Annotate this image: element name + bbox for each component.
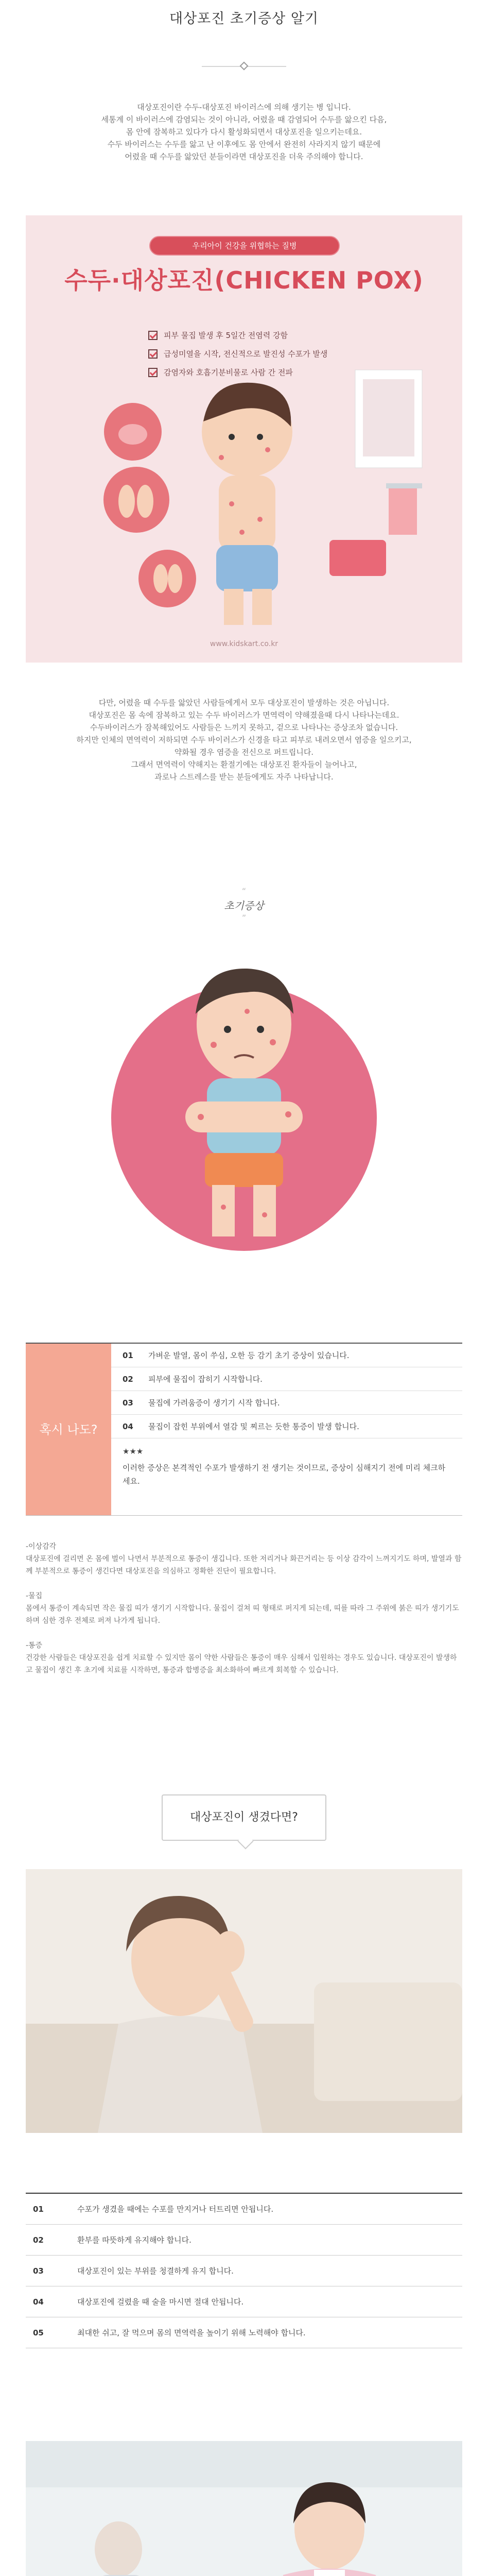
list-item <box>26 2286 462 2317</box>
intro-line: 세통계 이 바이러스에 감염되는 것이 아니라, 어렸을 때 감염되어 수두를 앓으킨 다음, <box>101 115 387 124</box>
list-item <box>26 2194 462 2225</box>
section-heading: 초기증상 <box>224 900 264 912</box>
item-number: 04 <box>33 2297 44 2307</box>
paragraph-line: 그래서 면역력이 약해지는 환절기에는 대상포진 환자들이 늘어나고, <box>131 760 357 769</box>
row-number: 01 <box>123 1350 133 1360</box>
item-number: 05 <box>33 2328 44 2337</box>
poster-url: www.kidskart.co.kr <box>210 640 278 648</box>
item-text: 환부를 따뜻하게 유지해야 합니다. <box>77 2235 191 2245</box>
chicken-pox-poster <box>26 215 462 663</box>
speech-bubble: 대상포진이 생겼다면? <box>162 1794 326 1841</box>
item-text: 대상포진에 걸렸을 때 술을 마시면 절대 안됩니다. <box>77 2297 244 2307</box>
symptom-table <box>26 1343 462 1516</box>
row-number: 02 <box>123 1374 133 1384</box>
check-label: 감염자와 호흡기분비물로 사람 간 전파 <box>164 368 293 377</box>
poster-illustration <box>26 215 462 663</box>
row-number: 03 <box>123 1398 133 1408</box>
item-text: 대상포진이 있는 부위를 청결하게 유지 합니다. <box>77 2266 234 2276</box>
list-item <box>26 2317 462 2348</box>
intro-text <box>0 101 488 163</box>
table-row <box>111 1415 462 1438</box>
paragraph-line: 약화될 경우 염증을 전신으로 퍼트립니다. <box>174 748 314 757</box>
row-text: 피부에 물집이 잡히기 시작합니다. <box>148 1375 263 1384</box>
paragraph-line: 과로나 스트레스를 받는 분들에게도 자주 나타납니다. <box>154 772 334 782</box>
poster-tag: 우리아이 건강을 위협하는 질병 <box>149 236 340 256</box>
check-label: 피부 물집 발생 후 5일간 전염력 강함 <box>164 331 288 340</box>
symptom-note: 이러한 증상은 본격적인 수포가 발생하기 전 생기는 것이므로, 증상이 심해지기 전에 미리 체크하세요. <box>123 1463 446 1486</box>
table-row <box>111 1344 462 1367</box>
item-text: 최대한 쉬고, 잘 먹으며 몸의 면역력을 높이기 위해 노력해야 합니다. <box>77 2328 306 2337</box>
item-number: 02 <box>33 2235 44 2245</box>
body-paragraph <box>0 697 488 783</box>
photo-woman-headache <box>26 1869 462 2133</box>
page-title: 대상포진 초기증상 알기 <box>169 11 319 27</box>
paragraph-line: 수두바이러스가 잠복해있어도 사람들은 느끼지 못하고, 겉으로 나타나는 증상조차 없습니다. <box>90 723 398 732</box>
star-rating: ★★★ <box>123 1447 144 1456</box>
note-paragraph: -물집 몸에서 통증이 계속되면 작은 물집 띠가 생기기 시작합니다. 물집이 걸쳐 띠 형태로 퍼지게 되는데, 띠를 따라 그 주위에 붉은 띠가 생기기도 하며 심한 경우 전체로 퍼져 나가게 됩니다. <box>26 1592 459 1625</box>
symptom-notes <box>26 1540 462 1689</box>
sick-kid-illustration <box>93 952 395 1251</box>
table-row <box>111 1367 462 1391</box>
intro-line: 대상포진이란 수두-대상포진 바이러스에 의해 생기는 병 입니다. <box>137 103 351 112</box>
item-number: 03 <box>33 2266 44 2276</box>
divider-diamond <box>240 62 249 71</box>
quote-open: “ <box>241 886 247 896</box>
paragraph-line: 다만, 어렸을 때 수두를 앓았던 사람들에게서 모두 대상포진이 발생하는 것은 아닙니다. <box>98 698 390 707</box>
intro-line: 몸 안에 잠복하고 있다가 다시 활성화되면서 대상포진을 일으키는데요. <box>126 127 362 137</box>
list-item <box>26 2256 462 2286</box>
row-text: 물집에 가려움증이 생기기 시작 합니다. <box>148 1398 280 1408</box>
intro-line: 어렸을 때 수두를 앓았던 분들이라면 대상포진을 더욱 주의해야 합니다. <box>125 152 363 161</box>
list-item <box>26 2225 462 2256</box>
quote-close: ” <box>241 913 247 923</box>
poster-heading: 수두·대상포진(CHICKEN POX) <box>64 266 424 294</box>
note-paragraph: -통증 건강한 사람들은 대상포진을 쉽게 치료할 수 있지만 몸이 약한 사람들은 통증이 매우 심해서 입원하는 경우도 있습니다. 대상포진이 발생하고 물집이 생긴 후 초기에 치료를 시작하면, 통증과 합병증을 최소화하여 빠르게 회복할 수 있습니다. <box>26 1641 457 1674</box>
symptom-side-label: 혹시 나도? <box>26 1344 111 1515</box>
row-text: 물집이 잡힌 부위에서 열감 및 찌르는 듯한 통증이 발생 합니다. <box>148 1422 359 1431</box>
item-number: 01 <box>33 2204 44 2214</box>
table-row <box>111 1391 462 1415</box>
item-text: 수포가 생겼을 때에는 수포를 만지거나 터트리면 안됩니다. <box>77 2205 274 2214</box>
photo-nurse-hospital <box>26 2441 462 2576</box>
check-label: 급성미열을 시작, 전신적으로 발진성 수포가 발생 <box>164 349 328 359</box>
row-text: 가벼운 발열, 몸이 쑤심, 오한 등 감기 초기 증상이 있습니다. <box>148 1351 350 1360</box>
care-list <box>26 2193 462 2348</box>
paragraph-line: 대상포진은 몸 속에 잠복하고 있는 수두 바이러스가 면역력이 약해졌을때 다시 나타나는데요. <box>89 710 399 720</box>
row-number: 04 <box>123 1421 133 1431</box>
paragraph-line: 하지만 인체의 면역력이 저하되면 수두 바이러스가 신경을 타고 피부로 내려오면서 염증을 일으키고, <box>76 735 412 744</box>
intro-line: 수두 바이러스는 수두를 앓고 난 이후에도 몸 안에서 완전히 사라지지 않기 때문에 <box>107 140 381 149</box>
note-paragraph: -이상감각 대상포진에 걸리면 온 몸에 벌이 나면서 부분적으로 통증이 생깁니다. 또한 저리거나 화끈거리는 등 이상 감각이 느껴지기도 하며, 발열과 함께 부분적으로 통증이 생긴다면 대상포진을 의심하고 정확한 진단이 필요합니다. <box>26 1543 462 1575</box>
